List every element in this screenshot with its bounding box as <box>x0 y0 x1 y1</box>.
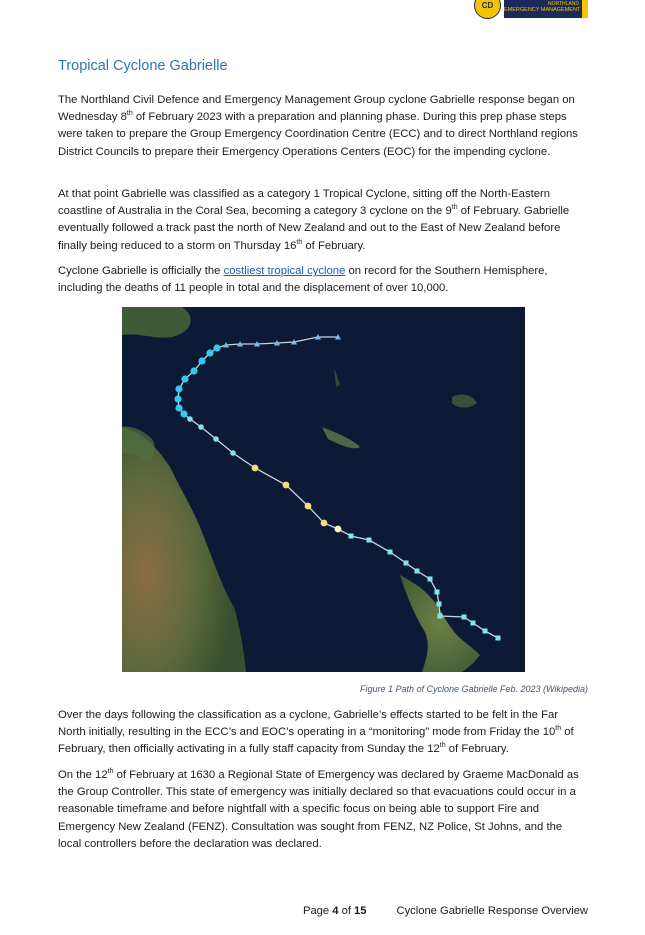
track-point <box>213 436 219 442</box>
ordinal: th <box>439 742 446 750</box>
track-point <box>335 526 342 533</box>
map-image <box>122 307 525 672</box>
text: At that point Gabrielle was classified as a category 1 Tropical Cyclone, sitting off the North-Eastern coastline of Australia in the Coral Sea, becoming a category 3 cyclone on the 9 <box>58 188 551 218</box>
track-point <box>175 404 182 411</box>
text: On the 12 <box>58 769 108 781</box>
text: of February. <box>445 743 509 756</box>
track-point <box>190 367 197 374</box>
track-point <box>252 465 259 472</box>
paragraph-response-began <box>58 92 588 161</box>
track-point <box>435 590 440 595</box>
ordinal: th <box>126 110 133 118</box>
track-point <box>174 395 181 402</box>
track-point <box>349 534 354 539</box>
ordinal: th <box>107 768 114 776</box>
track-point <box>187 416 193 422</box>
track-point <box>404 561 409 566</box>
text: Cyclone Gabrielle is officially the <box>58 265 224 277</box>
track-point <box>471 621 476 626</box>
text: The Northland Civil Defence and Emergency Management Group cyclone Gabrielle response began on Wednesday 8 <box>58 94 575 124</box>
text: of February. Gabrielle eventually followed a track past the north of New Zealand and out to the East of New Zealand before finally being reduced to a storm on Thursday 16 <box>58 205 570 252</box>
page-number <box>303 905 366 917</box>
track-point <box>198 424 204 430</box>
ordinal: th <box>296 238 303 246</box>
track-point <box>213 344 220 351</box>
cyclone-track-map <box>122 307 525 672</box>
text: of February. <box>302 239 366 252</box>
text: Over the days following the classification as a cyclone, Gabrielle’s effects started to be felt in the Far North initially, resulting in the ECC’s and EOC’s operating in a “monitoring” mode from Friday the 10 <box>58 709 559 739</box>
track-point <box>180 410 187 417</box>
track-point <box>415 569 420 574</box>
track-point <box>438 614 443 619</box>
track-point <box>181 375 188 382</box>
total-pages: 15 <box>354 905 367 917</box>
track-point <box>230 450 236 456</box>
track-point <box>283 482 290 489</box>
track-point <box>321 520 328 527</box>
track-point <box>483 629 488 634</box>
costliest-cyclone-link[interactable]: costliest tropical cyclone <box>223 265 346 277</box>
new-guinea <box>122 307 191 338</box>
text: Page <box>303 905 333 917</box>
track-point <box>437 602 442 607</box>
logo-wordmark <box>504 0 582 18</box>
logo-line-1: NORTHLAND <box>547 1 579 7</box>
paragraph-costliest <box>58 263 588 297</box>
text: of <box>338 905 355 917</box>
track-point <box>462 615 467 620</box>
text: of February 2023 with a preparation and planning phase. During this prep phase steps were taken to prepare the Group Emergency Coordination Centre (ECC) and to direct Northland regions District Councils to prepare their Emergency Operations Centers (EOC) for the impending cyclone. <box>58 111 578 158</box>
text: of February at 1630 a Regional State of Emergency was declared by Graeme MacDonald as the Group Controller. This state of emergency was initially declared so that evacuations could occur in a reasonable timeframe and before nightfall with a specific focus on being able to support Fire and Emergency New Zealand (FENZ). Consultation was sought from FENZ, NZ Police, St Johns, and the local controllers before the declaration was declared. <box>58 769 579 850</box>
paragraph-effects <box>58 707 588 759</box>
logo-line-2: EMERGENCY MANAGEMENT <box>504 7 581 13</box>
section-title: Tropical Cyclone Gabrielle <box>58 58 228 74</box>
ordinal: th <box>451 204 458 212</box>
track-point <box>175 385 182 392</box>
document-title: Cyclone Gabrielle Response Overview <box>396 905 588 917</box>
track-point <box>206 349 213 356</box>
text: on record for the Southern Hemisphere, including the deaths of 11 people in total and the displacement of over 10,000. <box>58 265 548 295</box>
track-point <box>428 577 433 582</box>
figure-caption: Figure 1 Path of Cyclone Gabrielle Feb. 2023 (Wikipedia) <box>359 684 588 694</box>
logo-seal: CD <box>474 0 501 19</box>
track-point <box>305 503 312 510</box>
logo-strip <box>582 0 588 18</box>
paragraph-state-of-emergency <box>58 767 588 853</box>
track-point <box>367 538 372 543</box>
text: of February, then officially activating in a fully staff capacity from Sunday the 12 <box>58 726 574 756</box>
track-point <box>496 636 501 641</box>
paragraph-classification <box>58 186 588 255</box>
page-footer <box>58 905 588 917</box>
agency-logo <box>474 0 588 19</box>
ordinal: th <box>555 725 562 733</box>
current-page: 4 <box>332 905 339 917</box>
track-point <box>198 357 205 364</box>
track-point <box>388 550 393 555</box>
